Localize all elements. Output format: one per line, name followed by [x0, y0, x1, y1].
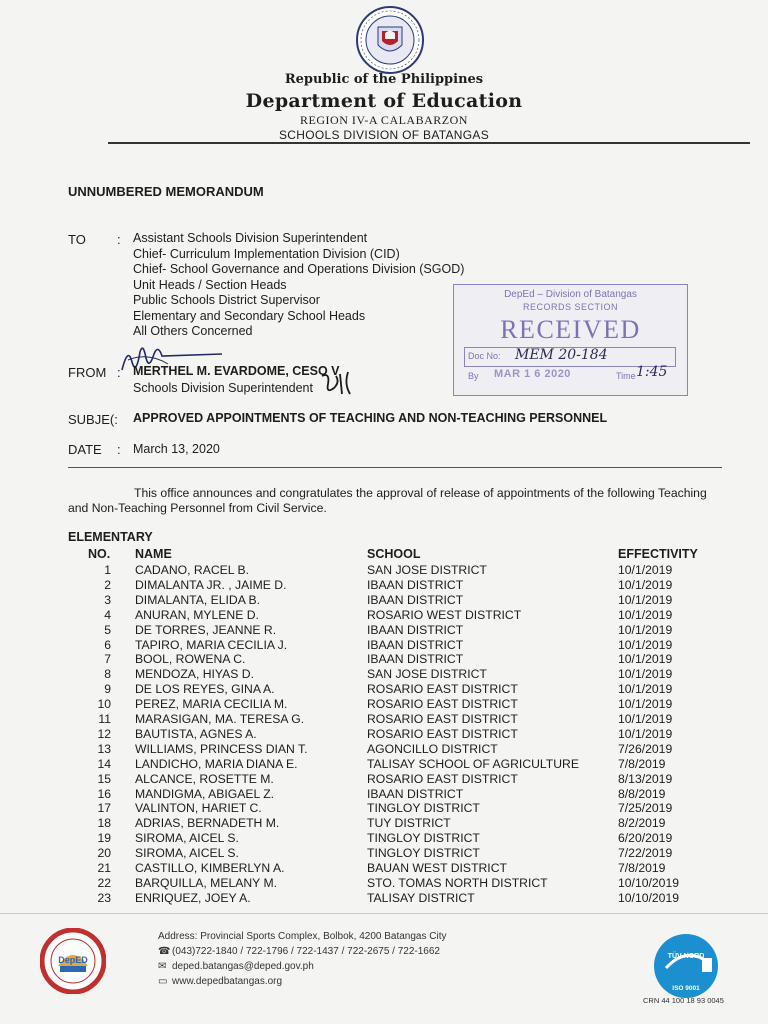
table-row: [0, 891, 768, 906]
table-row: [0, 667, 768, 682]
row-effectivity: 7/8/2019: [618, 756, 666, 771]
footer-phone-row: [158, 944, 446, 959]
stamp-received: RECEIVED: [500, 315, 641, 344]
row-effectivity: 7/26/2019: [618, 741, 673, 756]
row-effectivity: 10/1/2019: [618, 712, 673, 726]
row-number: 6: [104, 637, 111, 652]
table-row: [0, 638, 768, 653]
row-number: 5: [104, 622, 111, 637]
row-school: ROSARIO EAST DISTRICT: [367, 682, 518, 697]
footer-web-row: [158, 974, 446, 989]
table-row: [0, 861, 768, 876]
row-effectivity: 10/1/2019: [618, 652, 673, 667]
row-number: 19: [97, 831, 111, 846]
row-number: 17: [97, 801, 111, 816]
recipient-item: Elementary and Secondary School Heads: [133, 308, 366, 323]
col-header-name: NAME: [135, 547, 172, 561]
row-school: ROSARIO EAST DISTRICT: [367, 712, 518, 726]
col-header-no: NO.: [88, 547, 111, 561]
memo-body: This office announces and congratulates the approval of release of appointments of the following Teaching and Non-Teaching Personnel from Civil Service.: [68, 486, 707, 515]
row-name: SIROMA, AICEL S.: [135, 846, 239, 861]
row-effectivity: 10/1/2019: [618, 592, 673, 607]
date-colon: :: [117, 442, 121, 457]
row-number: 10: [97, 697, 111, 712]
row-school: IBAAN DISTRICT: [367, 622, 464, 637]
row-school: ROSARIO WEST DISTRICT: [367, 607, 522, 622]
header-republic: Republic of the Philippines: [284, 72, 484, 87]
row-school: AGONCILLO DISTRICT: [367, 741, 498, 756]
row-name: CADANO, RACEL B.: [135, 563, 250, 577]
memo-date: March 13, 2020: [133, 442, 220, 456]
from-colon: :: [117, 365, 121, 380]
row-number: 3: [104, 592, 111, 607]
stamp-time: 1:45: [636, 364, 668, 380]
sender-title: Schools Division Superintendent: [133, 381, 313, 395]
iso-text: ISO 9001: [672, 985, 700, 992]
recipient-item: Assistant Schools Division Superintendent: [133, 231, 368, 245]
table-row: [0, 682, 768, 697]
table-row: [0, 697, 768, 712]
header-divider: [108, 142, 750, 144]
row-school: TINGLOY DISTRICT: [367, 801, 480, 816]
row-school: TUY DISTRICT: [367, 816, 451, 831]
row-name: ADRIAS, BERNADETH M.: [135, 816, 280, 831]
table-row: [0, 846, 768, 861]
table-row: [0, 742, 768, 757]
footer-email-row: [158, 959, 446, 974]
row-effectivity: 8/2/2019: [618, 816, 666, 831]
footer-divider: [0, 913, 768, 914]
received-stamp: [453, 284, 688, 396]
footer-website[interactable]: www.depedbatangas.org: [172, 976, 283, 987]
row-effectivity: 10/1/2019: [618, 637, 673, 652]
recipient-item: All Others Concerned: [133, 324, 253, 338]
section-heading: ELEMENTARY: [68, 530, 153, 544]
row-name: ALCANCE, ROSETTE M.: [135, 771, 274, 786]
row-school: ROSARIO EAST DISTRICT: [367, 726, 518, 741]
recipient-item: Public Schools District Supervisor: [133, 293, 320, 307]
recipients-list: [133, 231, 464, 340]
table-row: [0, 652, 768, 667]
row-number: 14: [97, 756, 111, 771]
row-effectivity: 10/1/2019: [618, 622, 673, 637]
col-header-school: SCHOOL: [367, 547, 421, 561]
row-number: 8: [104, 667, 111, 682]
row-name: PEREZ, MARIA CECILIA M.: [135, 697, 288, 712]
table-row: [0, 787, 768, 802]
row-school: STO. TOMAS NORTH DISTRICT: [367, 875, 548, 890]
row-number: 11: [98, 712, 111, 726]
row-name: ENRIQUEZ, JOEY A.: [135, 890, 251, 905]
row-name: SIROMA, AICEL S.: [135, 831, 239, 846]
footer-logo-text: DepED: [58, 955, 88, 965]
sender-name: MERTHEL M. EVARDOME, CESO V: [133, 364, 340, 378]
row-number: 13: [97, 741, 111, 756]
row-name: BAUTISTA, AGNES A.: [135, 726, 257, 741]
table-row: [0, 816, 768, 831]
table-row: [0, 623, 768, 638]
date-label: DATE: [68, 442, 102, 457]
row-school: SAN JOSE DISTRICT: [367, 563, 487, 577]
table-row: [0, 772, 768, 787]
table-row: [0, 578, 768, 593]
row-school: ROSARIO EAST DISTRICT: [367, 697, 518, 712]
header-department: Department of Education: [245, 90, 523, 112]
row-name: LANDICHO, MARIA DIANA E.: [135, 756, 298, 771]
row-name: MARASIGAN, MA. TERESA G.: [135, 712, 305, 726]
row-effectivity: 7/8/2019: [618, 861, 666, 875]
computer-icon: ▭: [158, 976, 168, 987]
row-name: CASTILLO, KIMBERLYN A.: [135, 861, 285, 875]
email-icon: ✉: [158, 961, 167, 972]
row-school: ROSARIO EAST DISTRICT: [367, 771, 518, 786]
row-effectivity: 10/10/2019: [618, 890, 679, 905]
row-number: 12: [97, 726, 111, 741]
row-name: DIMALANTA JR. , JAIME D.: [135, 577, 287, 592]
row-number: 4: [104, 607, 111, 622]
row-effectivity: 7/22/2019: [618, 846, 673, 861]
phone-icon: ☎: [158, 946, 171, 957]
row-school: IBAAN DISTRICT: [367, 786, 464, 801]
row-name: MENDOZA, HIYAS D.: [135, 667, 254, 682]
row-school: IBAAN DISTRICT: [367, 637, 464, 652]
table-row: [0, 727, 768, 742]
to-colon: :: [117, 232, 121, 247]
recipient-item: Unit Heads / Section Heads: [133, 277, 287, 292]
row-school: IBAAN DISTRICT: [367, 577, 464, 592]
footer-contact: [158, 929, 446, 989]
row-number: 2: [104, 577, 111, 592]
tuv-text: TÜV NORD: [667, 953, 705, 960]
row-effectivity: 6/20/2019: [618, 831, 673, 846]
stamp-time-label: Time: [616, 371, 636, 381]
row-name: MANDIGMA, ABIGAEL Z.: [135, 786, 275, 801]
row-name: ANURAN, MYLENE D.: [135, 607, 259, 622]
row-number: 15: [97, 771, 111, 786]
row-school: IBAAN DISTRICT: [367, 592, 464, 607]
row-number: 1: [104, 563, 111, 577]
row-school: TINGLOY DISTRICT: [367, 831, 480, 846]
stamp-date: MAR 1 6 2020: [494, 368, 571, 380]
stamp-office: DepEd – Division of Batangas: [504, 289, 637, 300]
row-school: TALISAY SCHOOL OF AGRICULTURE: [367, 756, 579, 771]
row-name: BARQUILLA, MELANY M.: [135, 875, 278, 890]
table-row: [0, 801, 768, 816]
row-effectivity: 8/8/2019: [618, 786, 666, 801]
recipient-item: Chief- Curriculum Implementation Division (CID): [133, 246, 400, 261]
row-number: 16: [97, 786, 111, 801]
row-effectivity: 10/1/2019: [618, 667, 673, 682]
footer-phone: (043)722-1840 / 722-1796 / 722-1437 / 722-2675 / 722-1662: [172, 946, 440, 957]
table-row: [0, 608, 768, 623]
stamp-doc-label: Doc No:: [468, 351, 501, 361]
row-effectivity: 8/13/2019: [618, 771, 673, 786]
row-effectivity: 7/25/2019: [618, 801, 673, 816]
row-name: TAPIRO, MARIA CECILIA J.: [135, 637, 288, 652]
to-label: TO: [68, 232, 86, 247]
row-name: VALINTON, HARIET C.: [135, 801, 262, 816]
header-region: REGION IV-A CALABARZON: [300, 113, 468, 127]
table-header: [0, 547, 768, 562]
row-number: 7: [104, 652, 111, 667]
table-row: [0, 876, 768, 891]
row-number: 22: [97, 875, 111, 890]
row-effectivity: 10/1/2019: [618, 726, 673, 741]
certificate-number: CRN 44 100 18 93 0045: [643, 996, 724, 1005]
col-header-effectivity: EFFECTIVITY: [618, 547, 698, 561]
row-name: DE LOS REYES, GINA A.: [135, 682, 275, 697]
row-name: DE TORRES, JEANNE R.: [135, 622, 277, 637]
stamp-doc-number: MEM 20-184: [515, 347, 608, 363]
table-row: [0, 593, 768, 608]
header-division: SCHOOLS DIVISION OF BATANGAS: [279, 128, 489, 142]
table-row: [0, 757, 768, 772]
memo-divider: [68, 467, 722, 468]
row-effectivity: 10/1/2019: [618, 682, 673, 697]
row-effectivity: 10/1/2019: [618, 697, 673, 712]
row-name: WILLIAMS, PRINCESS DIAN T.: [135, 741, 308, 756]
row-effectivity: 10/10/2019: [618, 875, 679, 890]
row-number: 9: [104, 682, 111, 697]
deped-seal-icon: [355, 5, 425, 75]
subject-label: SUBJE(:: [68, 412, 118, 427]
footer-email[interactable]: deped.batangas@deped.gov.ph: [172, 961, 314, 972]
table-row: [0, 563, 768, 578]
recipient-item: Chief- School Governance and Operations Division (SGOD): [133, 262, 465, 276]
table-row: [0, 831, 768, 846]
footer-address: Address: Provincial Sports Complex, Bolbok, 4200 Batangas City: [158, 931, 447, 942]
row-school: BAUAN WEST DISTRICT: [367, 861, 507, 875]
subject-text: APPROVED APPOINTMENTS OF TEACHING AND NON-TEACHING PERSONNEL: [133, 411, 608, 425]
row-effectivity: 10/1/2019: [618, 577, 673, 592]
row-number: 21: [97, 861, 111, 875]
row-effectivity: 10/1/2019: [618, 607, 673, 622]
stamp-section: RECORDS SECTION: [522, 302, 618, 312]
row-number: 23: [97, 890, 111, 905]
row-effectivity: 10/1/2019: [618, 563, 673, 577]
row-number: 18: [97, 816, 111, 831]
table-row: [0, 712, 768, 727]
row-school: SAN JOSE DISTRICT: [367, 667, 487, 682]
row-school: TINGLOY DISTRICT: [367, 846, 480, 861]
from-label: FROM: [68, 365, 107, 380]
row-number: 20: [97, 846, 111, 861]
stamp-by-label: By: [468, 371, 479, 381]
row-name: BOOL, ROWENA C.: [135, 652, 246, 667]
row-name: DIMALANTA, ELIDA B.: [135, 592, 261, 607]
row-school: TALISAY DISTRICT: [367, 890, 475, 905]
memo-title: UNNUMBERED MEMORANDUM: [68, 184, 264, 199]
row-school: IBAAN DISTRICT: [367, 652, 464, 667]
